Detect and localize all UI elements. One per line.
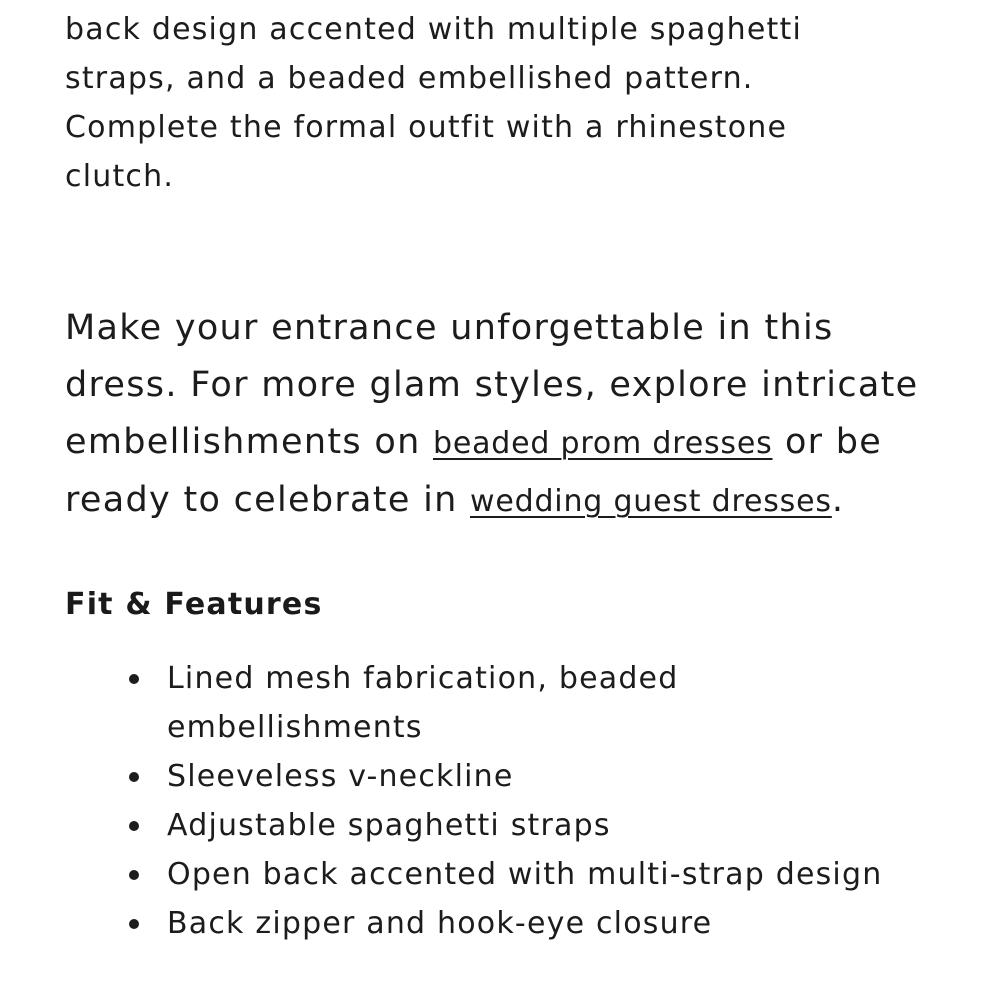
- feature-label: Sleeveless v-neckline: [167, 759, 514, 794]
- list-item: [167, 850, 907, 899]
- beaded-prom-dresses-link[interactable]: beaded prom dresses: [432, 426, 773, 461]
- list-item: [167, 801, 907, 850]
- fit-features-list: [167, 654, 907, 948]
- feature-label: Adjustable spaghetti straps: [167, 808, 611, 843]
- list-item: [167, 899, 907, 948]
- description-intro-text: back design accented with multiple spaghetti straps, and a beaded embellished pattern. Complete the formal outfit with a rhinestone clutch.: [65, 12, 802, 194]
- entrance-text-middle: or be ready to celebrate in: [65, 422, 883, 520]
- feature-label: Open back accented with multi-strap design: [167, 857, 883, 892]
- bullet-icon: [129, 821, 139, 831]
- list-item: [167, 752, 907, 801]
- description-entrance-paragraph: [65, 300, 945, 530]
- feature-label: Lined mesh fabrication, beaded embellishments: [167, 661, 679, 745]
- bullet-icon: [129, 919, 139, 929]
- wedding-guest-dresses-link[interactable]: wedding guest dresses: [470, 484, 832, 519]
- bullet-icon: [129, 870, 139, 880]
- fit-features-heading: Fit & Features: [65, 587, 323, 622]
- bullet-icon: [129, 674, 139, 684]
- list-item: [167, 654, 907, 752]
- feature-label: Back zipper and hook-eye closure: [167, 906, 713, 941]
- bullet-icon: [129, 772, 139, 782]
- entrance-text-after: .: [831, 480, 845, 520]
- entrance-text-before: Make your entrance unforgettable in this dress. For more glam styles, explore intricate embellishments on: [65, 308, 919, 462]
